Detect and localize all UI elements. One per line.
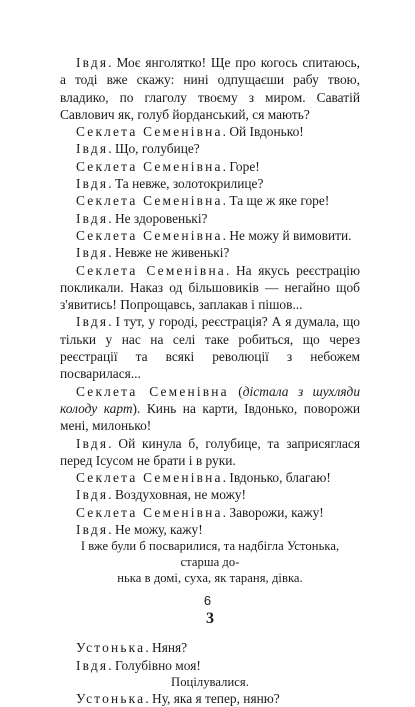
line-text: Горе! [226, 158, 260, 174]
line-text: Воздуховная, не можу! [111, 487, 246, 503]
speaker-name: Секлета Семенівна [76, 262, 226, 278]
speaker-name: Івдя [76, 657, 109, 673]
line-text: Няня? [148, 640, 188, 656]
dialogue-line: Івдя. Не здоровенькі? [76, 210, 208, 226]
line-text: І тут, у городі, реєстрація? А я думала, що тільки у нас на селі таке робиться, що через реєстрації та всякі революції з небожем посварилася... [60, 314, 360, 382]
dialogue-line: Івдя. Невже не живенькі? [76, 245, 230, 261]
dialogue-line: Івдя. Та невже, золотокрилице? [76, 176, 264, 192]
speaker-name: Секлета Семенівна [76, 504, 223, 520]
page-number: 6 [203, 593, 212, 608]
line-text: Івдонько, благаю! [226, 470, 331, 486]
dialogue-line: Івдя. Не можу, кажу! [76, 522, 203, 538]
speaker-name: Івдя [76, 55, 109, 70]
line-text: Ой кинула б, голубице, та заприсяглася перед Ісусом не брати і в руки. [60, 435, 360, 468]
line-text: Та ще ж яке горе! [226, 193, 330, 209]
speaker-name: Устонька [76, 640, 146, 656]
speaker-name: Секлета Семенівна [76, 227, 223, 243]
speaker-name: Івдя [76, 141, 109, 157]
speaker-name: Секлета Семенівна [76, 470, 223, 486]
speaker-name: Івдя [76, 522, 109, 538]
speaker-name: Устонька [76, 690, 146, 706]
dialogue-line: Секлета Семенівна. Не можу й вимовити. [76, 227, 352, 243]
dialogue-line: Івдя. Що, голубице? [76, 141, 200, 157]
speaker-name: Івдя [76, 176, 109, 192]
speaker-name: Секлета Семенівна [76, 383, 229, 399]
line-text: Ой Івдонько! [226, 124, 304, 140]
line-text: Голубівно моя! [111, 657, 201, 673]
stage-direction-line: І вже були б посварилися, та надбігла Устонька, старша до- [80, 539, 340, 570]
dialogue-line: Секлета Семенівна. Заворожи, кажу! [76, 504, 324, 520]
dialogue-line: Устонька. Ну, яка я тепер, няню? [76, 690, 280, 706]
line-text: Заворожи, кажу! [226, 504, 324, 520]
line-text: Не здоровенькі? [111, 210, 208, 226]
speaker-name: Івдя [76, 435, 109, 451]
speaker-name: Івдя [76, 245, 109, 261]
speaker-name: Секлета Семенівна [76, 193, 223, 209]
dialogue-line: Івдя. Ой кинула б, голубице, та заприсяглася перед Ісусом не брати і в руки. [60, 435, 360, 468]
line-text: На якусь реєстрацію покликали. Наказ од більшовиків — негайно щоб з'явитись! Попрощавсь, заплакав і пішов... [60, 262, 360, 313]
line-text: Невже не живенькі? [111, 245, 230, 261]
dialogue-line: Секлета Семенівна. Та ще ж яке горе! [76, 193, 330, 209]
line-text: Кинь на карти, Івдонько, поворожи мені, милонько! [60, 400, 360, 434]
line-text: Не можу й вимовити. [226, 227, 352, 243]
dialogue-line: Секлета Семенівна. Горе! [76, 158, 260, 174]
line-text: Не можу, кажу! [111, 522, 203, 538]
line-text: Та невже, золотокрилице? [111, 176, 264, 192]
stage-direction: Поцілувалися. [171, 674, 249, 689]
dialogue-line: Секлета Семенівна. Івдонько, благаю! [76, 470, 331, 486]
speaker-name: Івдя [76, 487, 109, 503]
line-text: Ну, яка я тепер, няню? [148, 690, 280, 706]
dialogue-line: Івдя. Моє янголятко! Ще про когось спитаюсь, а тоді вже скажу: нині одпущаєши рабу твою, владико, по глаголу твоєму з миром. Саватій Савлович як, голуб йорданський, ся мають? [60, 55, 360, 122]
speaker-name: Івдя [76, 314, 109, 330]
stage-direction-line: нька в домі, суха, як тараня, дівка. [117, 571, 303, 586]
dialogue-line: Устонька. Няня? [76, 640, 188, 656]
dialogue-line: Секлета Семенівна (дістала з шухляди колоду карт). Кинь на карти, Івдонько, поворожи мені, милонько! [60, 383, 361, 434]
dialogue-line: Секлета Семенівна. На якусь реєстрацію покликали. Наказ од більшовиків — негайно щоб з'явитись! Попрощавсь, заплакав і пішов... [60, 262, 360, 313]
dialogue-line: Івдя. Голубівно моя! [76, 657, 201, 673]
dialogue-line: Івдя. Воздуховная, не можу! [76, 487, 246, 503]
line-text: Моє янголятко! Ще про когось спитаюсь, а тоді вже скажу: нині одпущаєши рабу твою, владико, по глаголу твоєму з миром. Саватій Савлович як, голуб йорданський, ся мають? [60, 55, 360, 122]
section-heading: 3 [206, 610, 214, 628]
page-body [60, 54, 360, 707]
speaker-name: Івдя [76, 210, 109, 226]
stage-direction-inline: дістала з шухляди колоду карт [60, 383, 361, 416]
speaker-name: Секлета Семенівна [76, 158, 223, 174]
dialogue-line: Івдя. І тут, у городі, реєстрація? А я думала, що тільки у нас на селі таке робиться, що через реєстрації та всякі революції з небожем посварилася... [60, 314, 360, 382]
line-text: Що, голубице? [111, 141, 200, 157]
speaker-name: Секлета Семенівна [76, 124, 223, 140]
dialogue-line: Секлета Семенівна. Ой Івдонько! [76, 124, 304, 140]
stage-direction [60, 538, 360, 586]
